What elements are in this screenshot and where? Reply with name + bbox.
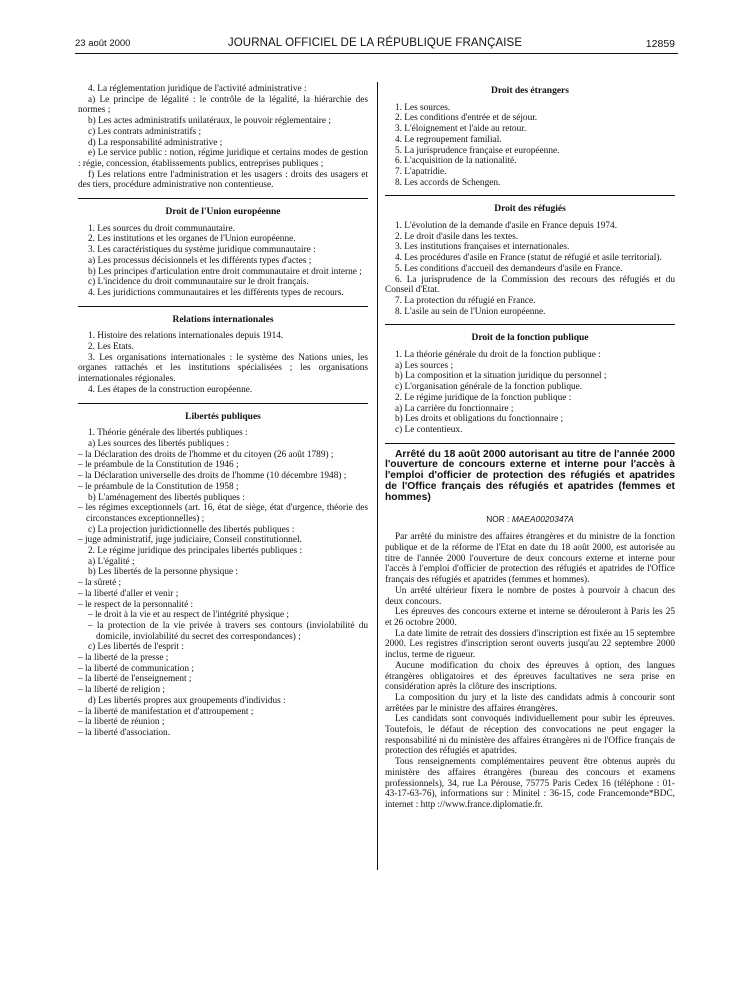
list-item: c) La projection juridictionnelle des libertés publiques : [88, 524, 295, 535]
arrete-paragraph: Aucune modification du choix des épreuves à option, des langues étrangères obligatoires et des épreuves facultatives ne sera prise en considération après la clôture des inscriptions. [385, 660, 675, 693]
column-divider [377, 82, 378, 870]
section-separator [385, 324, 675, 325]
list-item: c) Le contentieux. [395, 424, 463, 435]
list-item: 4. Les juridictions communautaires et les différents types de recours. [88, 287, 344, 298]
list-item: c) L'organisation générale de la fonction publique. [395, 382, 583, 393]
list-item: 7. L'apatridie. [395, 166, 447, 177]
list-item: 1. Théorie générale des libertés publiques : [88, 428, 248, 439]
list-item: a) Les sources des libertés publiques : [88, 438, 229, 449]
list-item: – la protection de la vie privée à travers ses contours (inviolabilité du domicile, inviolabilité du secret des correspondances) ; [88, 620, 368, 642]
header-date: 23 août 2000 [75, 38, 131, 49]
list-item: – le préambule de la Constitution de 1958 ; [78, 481, 239, 492]
list-item: – la liberté de réunion ; [78, 717, 165, 728]
list-item: 2. Les Etats. [88, 342, 134, 353]
list-item: 2. Le régime juridique des principales libertés publiques : [88, 546, 303, 557]
list-item: 2. Le droit d'asile dans les textes. [395, 231, 519, 242]
arrete-paragraph: Par arrêté du ministre des affaires étrangères et du ministre de la fonction publique et de la réforme de l'Etat en date du 18 août 2000, est autorisée au titre de l'année 2000 l'ouverture de deux concours externe et interne pour l'accès à l'emploi d'officier de protection des réfugiés et apatrides de l'Office français des réfugiés et apatrides (femmes et hommes). [385, 532, 675, 586]
nor-code: MAEA0020347A [511, 513, 574, 524]
list-item: 3. Les caractéristiques du système juridique communautaire : [88, 245, 316, 256]
header-rule [75, 53, 678, 54]
section-separator [78, 198, 368, 199]
nor-label: NOR : [486, 513, 510, 524]
list-item: 2. Les conditions d'entrée et de séjour. [395, 113, 538, 124]
list-item: – la liberté de manifestation et d'attroupement ; [78, 706, 254, 717]
list-item: 6. La jurisprudence de la Commission des recours des réfugiés et du Conseil d'Etat. [385, 274, 675, 296]
list-item: 8. L'asile au sein de l'Union européenne. [395, 306, 546, 317]
journal-title: JOURNAL OFFICIEL DE LA RÉPUBLIQUE FRANÇAISE [227, 37, 523, 49]
list-item: – la sûreté ; [78, 578, 122, 589]
list-item: d) La responsabilité administrative ; [88, 137, 223, 148]
list-item: f) Les relations entre l'administration et les usagers : droits des usagers et des tiers, procédure administrative non contentieuse. [78, 169, 368, 191]
list-item: 3. Les institutions françaises et internationales. [395, 242, 570, 253]
list-item: c) Les libertés de l'esprit : [88, 642, 184, 653]
list-item: – le droit à la vie et au respect de l'intégrité physique ; [88, 610, 289, 621]
list-item: 1. Histoire des relations internationales depuis 1914. [88, 331, 284, 342]
section-heading: Droit des étrangers [491, 86, 569, 96]
list-item: 4. La réglementation juridique de l'activité administrative : [88, 84, 307, 94]
page-header [75, 38, 675, 52]
list-item: a) Les processus décisionnels et les différents types d'actes ; [88, 255, 312, 266]
list-item: e) Le service public : notion, régime juridique et certains modes de gestion : régie, concession, établissements publics, entreprises publiques ; [78, 148, 368, 169]
list-item: 5. Les conditions d'accueil des demandeurs d'asile en France. [395, 263, 623, 274]
list-item: – les régimes exceptionnels (art. 16, état de siège, état d'urgence, théorie des circonstances exceptionnelles) ; [78, 503, 368, 524]
arrete-paragraph: Les épreuves des concours externe et interne se dérouleront à Paris les 25 et 26 octobre 2000. [385, 607, 675, 628]
list-item: a) La carrière du fonctionnaire ; [395, 403, 514, 414]
section-heading: Droit de l'Union européenne [165, 207, 281, 218]
section-heading: Droit des réfugiés [494, 204, 566, 215]
list-item: – la liberté d'aller et venir ; [78, 588, 179, 599]
list-item: a) Le principe de légalité : le contrôle de la légalité, la hiérarchie des normes ; [78, 94, 368, 116]
arrete-paragraph: Tous renseignements complémentaires peuvent être obtenus auprès du ministère des affaires étrangères (bureau des concours et examens professionnels), 34, rue La Pérouse, 75775 Paris Cedex 16 (téléphone : 01-43-17-63-76), informations sur : Minitel : 36-15, code Francemonde*BDC, internet : http ://www.france.diplomatie.fr. [385, 757, 675, 810]
list-item: – la Déclaration des droits de l'homme et du citoyen (26 août 1789) ; [78, 449, 334, 460]
list-item: c) Les contrats administratifs ; [88, 126, 202, 137]
list-item: a) L'égalité ; [88, 556, 135, 567]
list-item: 6. L'acquisition de la nationalité. [395, 156, 517, 167]
list-item: 3. Les organisations internationales : le système des Nations unies, les organes rattachés et les institutions spécialisées ; les organisations internationales régionales. [78, 352, 368, 385]
list-item: 2. Les institutions et les organes de l'Union européenne. [88, 234, 296, 245]
list-item: – la liberté de communication ; [78, 663, 194, 674]
list-item: 2. Le régime juridique de la fonction publique : [395, 392, 572, 403]
list-item: b) Les libertés de la personne physique : [88, 567, 238, 578]
list-item: b) Les principes d'articulation entre droit communautaire et droit interne ; [88, 266, 362, 277]
list-item: b) La composition et la situation juridique du personnel ; [395, 371, 607, 382]
list-item: – la liberté de l'enseignement ; [78, 674, 192, 685]
list-item: 5. La jurisprudence française et européenne. [395, 145, 560, 156]
list-item: 1. L'évolution de la demande d'asile en France depuis 1974. [395, 221, 618, 232]
section-heading: Droit de la fonction publique [471, 333, 589, 344]
list-item: 3. L'éloignement et l'aide au retour. [395, 124, 527, 135]
arrete-paragraph: La date limite de retrait des dossiers d'inscription est fixée au 15 septembre 2000. Les registres d'inscription seront ouverts jusqu'au 22 septembre 2000 inclus, terme de rigueur. [385, 628, 675, 661]
list-item: c) L'incidence du droit communautaire sur le droit français. [88, 277, 309, 288]
list-item: b) L'aménagement des libertés publiques : [88, 492, 245, 503]
list-item: – la liberté de religion ; [78, 685, 165, 696]
list-item: 7. La protection du réfugié en France. [395, 295, 536, 306]
arrete-paragraph: Les candidats sont convoqués individuellement pour subir les épreuves. Toutefois, le défaut de réception des convocations ne peut engager la responsabilité ni du ministère des affaires étrangères ni de l'Office français de protection des réfugiés et apatrides. [385, 714, 675, 757]
list-item: a) Les sources ; [395, 360, 454, 371]
section-separator [385, 443, 675, 444]
arrete-title: Arrêté du 18 août 2000 autorisant au titre de l'année 2000 l'ouverture de concours externe et interne pour l'accès à l'emploi d'officier de protection des réfugiés et apatrides de l'Office français des réfugiés et apatrides (femmes et hommes) [385, 448, 675, 503]
arrete-paragraph: Un arrêté ultérieur fixera le nombre de postes à pourvoir à chacun des deux concours. [385, 585, 675, 607]
section-heading: Libertés publiques [185, 411, 261, 422]
list-item: 4. Le regroupement familial. [395, 134, 502, 145]
list-item: 1. La théorie générale du droit de la fonction publique : [395, 350, 601, 361]
list-item: 4. Les procédures d'asile en France (statut de réfugié et asile territorial). [395, 253, 662, 264]
list-item: – la Déclaration universelle des droits de l'homme (10 décembre 1948) ; [78, 471, 347, 482]
list-item: b) Les droits et obligations du fonctionnaire ; [395, 414, 564, 425]
list-item: 8. Les accords de Schengen. [395, 177, 501, 188]
list-item: 1. Les sources. [395, 102, 451, 113]
list-item: – juge administratif, juge judiciaire, Conseil constitutionnel. [78, 535, 302, 546]
list-item: d) Les libertés propres aux groupements d'individus : [88, 695, 286, 706]
section-separator [385, 195, 675, 196]
section-separator [78, 306, 368, 307]
list-item: 4. Les étapes de la construction européenne. [88, 384, 253, 395]
nor-reference [385, 514, 675, 525]
list-item: – la liberté de la presse ; [78, 653, 169, 664]
right-column [385, 84, 675, 811]
section-heading: Relations internationales [172, 314, 274, 325]
list-item: – le respect de la personnalité : [78, 599, 194, 610]
list-item: – la liberté d'association. [78, 727, 171, 738]
list-item: – le préambule de la Constitution de 1946 ; [78, 460, 239, 471]
arrete-paragraph: La composition du jury et la liste des candidats admis à concourir sont arrêtées par le ministre des affaires étrangères. [385, 692, 675, 714]
page-number: 12859 [645, 38, 675, 50]
left-column [78, 84, 368, 739]
list-item: 1. Les sources du droit communautaire. [88, 223, 235, 234]
list-item: b) Les actes administratifs unilatéraux, le pouvoir réglementaire ; [88, 116, 331, 127]
section-separator [78, 403, 368, 404]
